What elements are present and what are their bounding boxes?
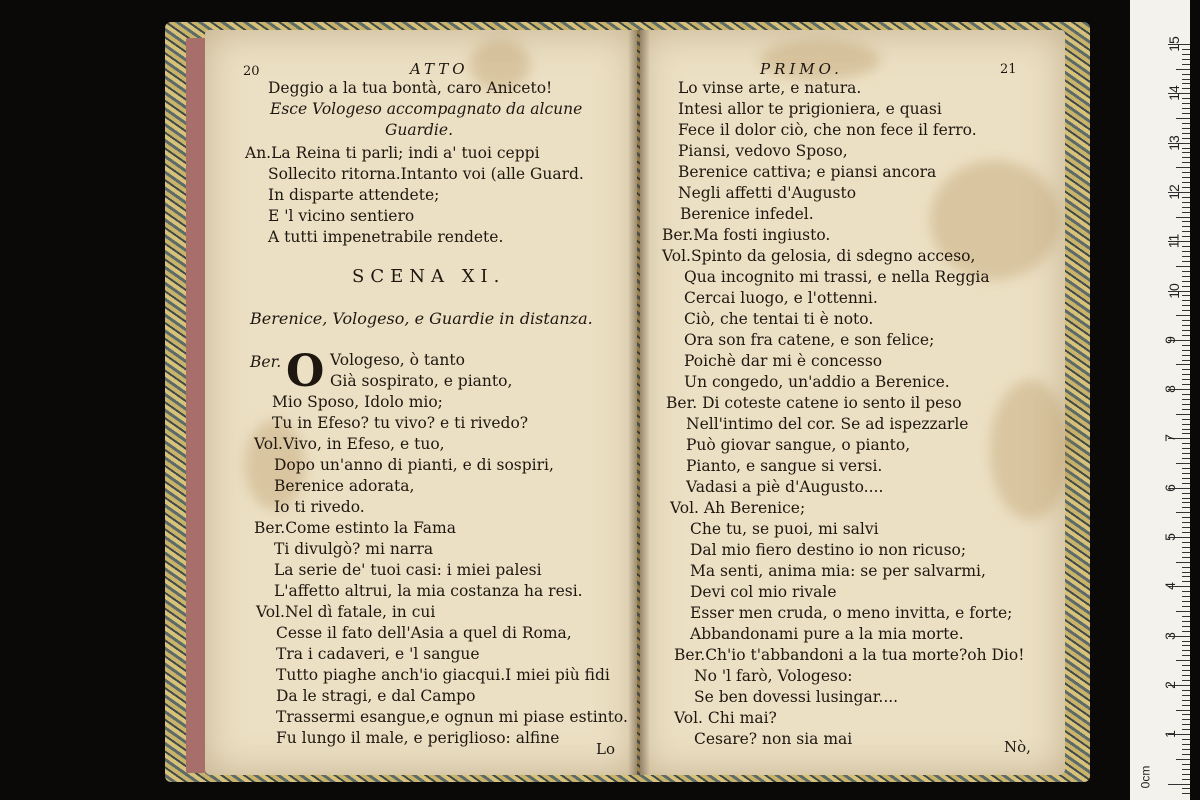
ruler-tick	[1182, 108, 1190, 109]
ruler-tick	[1182, 133, 1190, 134]
ruler-tick	[1182, 384, 1190, 385]
ruler-number: 7	[1161, 434, 1178, 443]
text-line: Ma senti, anima mia: se per salvarmi,	[690, 562, 986, 580]
ruler-tick	[1182, 552, 1190, 553]
text-line: Ti divulgò? mi narra	[274, 540, 434, 558]
ruler-tick	[1182, 182, 1190, 183]
ruler-tick	[1168, 784, 1190, 785]
speaker: Ber.	[250, 353, 282, 371]
left-running-header: ATTO	[410, 60, 469, 78]
ruler-tick	[1182, 79, 1190, 80]
text-line: Pianto, e sangue si versi.	[686, 457, 883, 475]
ruler-tick	[1182, 88, 1190, 89]
ruler-tick	[1182, 59, 1190, 60]
ruler-tick	[1182, 54, 1190, 55]
text-line: Ciò, che tentai ti è noto.	[684, 310, 874, 328]
ruler-tick	[1182, 517, 1190, 518]
ruler-number: 8	[1161, 385, 1178, 393]
ruler-tick	[1182, 409, 1190, 410]
ruler-tick	[1182, 83, 1190, 84]
ruler-number: 14	[1165, 85, 1182, 102]
ruler-tick	[1182, 369, 1190, 370]
ruler-tick	[1182, 690, 1190, 691]
ruler-tick	[1176, 512, 1190, 513]
ruler-tick	[1182, 187, 1190, 188]
ruler-tick	[1176, 118, 1190, 119]
ruler-tick	[1182, 74, 1190, 75]
text-line: Esser men cruda, o meno invitta, e forte;	[690, 604, 1013, 622]
ruler-tick	[1182, 507, 1190, 508]
text-line: Mio Sposo, Idolo mio;	[272, 393, 443, 411]
ruler-tick	[1182, 128, 1190, 129]
ruler-tick	[1182, 221, 1190, 222]
ruler-tick	[1182, 256, 1190, 257]
ruler-tick	[1182, 162, 1190, 163]
ruler-tick	[1182, 335, 1190, 336]
ruler-tick	[1182, 64, 1190, 65]
ruler-tick	[1176, 611, 1190, 612]
ruler-tick	[1182, 276, 1190, 277]
book-gutter	[628, 30, 650, 775]
scene-cast: Berenice, Vologeso, e Guardie in distanza.	[250, 309, 593, 328]
text-line: Dopo un'anno di pianti, e di sospiri,	[274, 456, 554, 474]
text-line: An.La Reina ti parli; indi a' tuoi ceppi	[245, 144, 540, 162]
ruler-tick	[1182, 665, 1190, 666]
text-line: Ber.Ch'io t'abbandoni a la tua morte?oh Dio!	[674, 646, 1025, 664]
drop-capital: O	[286, 346, 325, 397]
ruler-tick	[1182, 424, 1190, 425]
ruler-tick	[1182, 626, 1190, 627]
ruler-tick	[1182, 404, 1190, 405]
text-line: Qua incognito mi trassi, e nella Reggia	[684, 268, 990, 286]
ruler-tick	[1176, 710, 1190, 711]
ruler-number: 1	[1161, 730, 1178, 739]
ruler-tick	[1182, 542, 1190, 543]
text-line: Io ti rivedo.	[274, 498, 365, 516]
text-line: Ora son fra catene, e son felice;	[684, 331, 935, 349]
text-line: Vol. Ah Berenice;	[670, 499, 806, 517]
text-line: Sollecito ritorna.Intanto voi (alle Guard.	[268, 165, 584, 183]
ruler-number: 15	[1165, 36, 1182, 52]
ruler-tick	[1182, 714, 1190, 715]
ruler-tick	[1176, 660, 1190, 661]
ruler-tick	[1182, 719, 1190, 720]
ruler-tick	[1182, 394, 1190, 395]
right-running-header: PRIMO.	[760, 60, 843, 78]
ruler-tick	[1182, 345, 1190, 346]
ruler-tick	[1182, 49, 1190, 50]
ruler-tick	[1182, 330, 1190, 331]
ruler-tick	[1182, 379, 1190, 380]
ruler-tick	[1176, 315, 1190, 316]
ruler-number: 5	[1161, 533, 1178, 541]
ruler-tick	[1182, 729, 1190, 730]
text-line: Da le stragi, e dal Campo	[276, 687, 476, 705]
ruler-tick	[1176, 463, 1190, 464]
text-line: Negli affetti d'Augusto	[678, 184, 857, 202]
ruler-tick	[1182, 764, 1190, 765]
text-line: Vol. Chi mai?	[674, 709, 777, 727]
ruler-tick	[1182, 493, 1190, 494]
text-line: Vol.Spinto da gelosia, di sdegno acceso,	[662, 247, 976, 265]
catchword: Nò,	[1004, 738, 1031, 756]
ruler-number: 11	[1165, 233, 1182, 249]
ruler-number: 13	[1165, 134, 1182, 151]
ruler-tick	[1182, 749, 1190, 750]
ruler-tick	[1182, 744, 1190, 745]
ruler-number: 2	[1161, 680, 1178, 689]
ruler-tick	[1176, 266, 1190, 267]
ruler-tick	[1182, 522, 1190, 523]
ruler-tick	[1182, 498, 1190, 499]
ruler-tick	[1182, 655, 1190, 656]
ruler-tick	[1182, 310, 1190, 311]
ruler-tick	[1176, 69, 1190, 70]
ruler-tick	[1182, 739, 1190, 740]
ruler-tick	[1182, 596, 1190, 597]
stain	[990, 380, 1070, 520]
ruler-tick	[1182, 527, 1190, 528]
text-line: Che tu, se puoi, mi salvi	[690, 520, 879, 538]
text-line: Devi col mio rivale	[690, 583, 837, 601]
text-line: Già sospirato, e pianto,	[330, 372, 513, 390]
catchword: Lo	[596, 740, 615, 758]
ruler-number: 4	[1161, 582, 1178, 591]
text-line: Vol.Nel dì fatale, in cui	[256, 603, 436, 621]
ruler-tick	[1182, 478, 1190, 479]
ruler-tick	[1182, 236, 1190, 237]
ruler-number: 10	[1165, 282, 1182, 299]
ruler-tick	[1182, 320, 1190, 321]
ruler-tick	[1182, 300, 1190, 301]
text-line: Ber.Ma fosti ingiusto.	[662, 226, 831, 244]
ruler-tick	[1176, 562, 1190, 563]
text-line: Abbandonami pure a la mia morte.	[690, 625, 964, 643]
ruler-tick	[1182, 631, 1190, 632]
ruler-tick	[1182, 443, 1190, 444]
ruler-tick	[1182, 567, 1190, 568]
ruler-tick	[1182, 251, 1190, 252]
text-line: Vol.Vivo, in Efeso, e tuo,	[254, 435, 445, 453]
ruler-tick	[1182, 207, 1190, 208]
ruler-tick	[1182, 675, 1190, 676]
ruler-tick	[1182, 754, 1190, 755]
text-line: Berenice infedel.	[680, 205, 814, 223]
ruler-tick	[1182, 705, 1190, 706]
text-line: Può giovar sangue, o pianto,	[686, 436, 911, 454]
ruler-tick	[1182, 779, 1190, 780]
text-line: Nell'intimo del cor. Se ad ispezzarle	[686, 415, 969, 433]
text-line: No 'l farò, Vologeso:	[694, 667, 853, 685]
ruler-tick	[1182, 468, 1190, 469]
ruler-tick	[1182, 601, 1190, 602]
ruler-tick	[1182, 645, 1190, 646]
ruler-number: 12	[1165, 184, 1182, 200]
ruler-tick	[1182, 350, 1190, 351]
ruler-tick	[1182, 261, 1190, 262]
ruler-tick	[1176, 364, 1190, 365]
text-line: Un congedo, un'addio a Berenice.	[684, 373, 950, 391]
text-line: Cercai luogo, e l'ottenni.	[684, 289, 878, 307]
text-line: La serie de' tuoi casi: i miei palesi	[274, 561, 542, 579]
text-line: L'affetto altrui, la mia costanza ha resi.	[274, 582, 583, 600]
ruler-tick	[1182, 680, 1190, 681]
ruler-tick	[1182, 286, 1190, 287]
text-line: Cesse il fato dell'Asia a quel di Roma,	[276, 624, 572, 642]
ruler-number: 6	[1161, 483, 1178, 492]
ruler-number: 9	[1161, 335, 1178, 344]
text-line: Trassermi esangue,e ognun mi piase estinto.	[276, 708, 628, 726]
ruler-tick	[1182, 774, 1190, 775]
ruler-tick	[1182, 177, 1190, 178]
ruler-tick	[1182, 419, 1190, 420]
ruler-tick	[1182, 769, 1190, 770]
ruler-tick	[1182, 374, 1190, 375]
ruler-tick	[1182, 532, 1190, 533]
text-line: A tutti impenetrabile rendete.	[268, 228, 504, 246]
ruler-tick	[1182, 429, 1190, 430]
ruler-tick	[1176, 167, 1190, 168]
ruler-tick	[1182, 103, 1190, 104]
ruler-tick	[1182, 793, 1190, 794]
text-line: Fu lungo il male, e periglioso: alfine	[276, 729, 560, 747]
stage-direction: Guardie.	[385, 121, 453, 139]
ruler-tick	[1182, 695, 1190, 696]
text-line: Ber.Come estinto la Fama	[254, 519, 456, 537]
ruler-number: 3	[1161, 631, 1178, 640]
ruler-tick	[1182, 448, 1190, 449]
ruler-tick	[1182, 621, 1190, 622]
left-page-number: 20	[243, 64, 260, 79]
ruler-tick	[1182, 138, 1190, 139]
ruler-tick	[1182, 281, 1190, 282]
ruler-tick	[1182, 788, 1190, 789]
text-line: Tra i cadaveri, e 'l sangue	[276, 645, 480, 663]
ruler-tick	[1182, 148, 1190, 149]
text-line: Ber. Di coteste catene io sento il peso	[666, 394, 962, 412]
ruler-tick	[1182, 202, 1190, 203]
ruler-tick	[1182, 123, 1190, 124]
ruler-tick	[1182, 325, 1190, 326]
ruler-tick	[1182, 152, 1190, 153]
ruler-tick	[1182, 113, 1190, 114]
ruler-tick	[1182, 226, 1190, 227]
ruler-tick	[1182, 700, 1190, 701]
ruler-tick	[1182, 576, 1190, 577]
ruler-tick	[1182, 98, 1190, 99]
measuring-ruler	[1130, 0, 1190, 800]
text-line: Berenice cattiva; e piansi ancora	[678, 163, 937, 181]
scene-title: SCENA XI.	[352, 266, 506, 287]
text-line: Tu in Efeso? tu vivo? e ti rivedo?	[272, 414, 529, 432]
text-line: Vologeso, ò tanto	[330, 351, 465, 369]
ruler-unit-label: 0cm	[1138, 765, 1153, 789]
ruler-tick	[1182, 231, 1190, 232]
ruler-tick	[1182, 483, 1190, 484]
ruler-tick	[1176, 217, 1190, 218]
ruler-tick	[1182, 157, 1190, 158]
ruler-tick	[1182, 212, 1190, 213]
ruler-tick	[1182, 473, 1190, 474]
text-line: Intesi allor te prigioniera, e quasi	[678, 100, 942, 118]
ruler-tick	[1182, 271, 1190, 272]
ruler-tick	[1182, 641, 1190, 642]
text-line: Vadasi a piè d'Augusto....	[686, 478, 884, 496]
stage-direction: Esce Vologeso accompagnato da alcune	[270, 100, 583, 118]
ruler-tick	[1182, 458, 1190, 459]
ruler-tick	[1182, 360, 1190, 361]
ruler-tick	[1182, 355, 1190, 356]
ruler-tick	[1182, 305, 1190, 306]
ruler-tick	[1182, 650, 1190, 651]
text-line: Tutto piaghe anch'io giacqui.I miei più fidi	[276, 666, 610, 684]
ruler-tick	[1176, 759, 1190, 760]
ruler-tick	[1182, 606, 1190, 607]
text-line: Deggio a la tua bontà, caro Aniceto!	[268, 79, 553, 97]
ruler-tick	[1182, 724, 1190, 725]
right-page-number: 21	[1000, 62, 1017, 77]
text-line: In disparte attendete;	[268, 186, 440, 204]
text-line: Piansi, vedovo Sposo,	[678, 142, 848, 160]
ruler-tick	[1182, 557, 1190, 558]
ruler-tick	[1182, 453, 1190, 454]
ruler-tick	[1182, 502, 1190, 503]
text-line: Lo vinse arte, e natura.	[678, 79, 862, 97]
ruler-tick	[1182, 399, 1190, 400]
ruler-tick	[1182, 172, 1190, 173]
text-line: Poichè dar mi è concesso	[684, 352, 883, 370]
ruler-tick	[1182, 616, 1190, 617]
text-line: Fece il dolor ciò, che non fece il ferro.	[678, 121, 977, 139]
ruler-tick	[1182, 197, 1190, 198]
ruler-tick	[1176, 414, 1190, 415]
ruler-tick	[1182, 246, 1190, 247]
ruler-tick	[1182, 547, 1190, 548]
text-line: Berenice adorata,	[274, 477, 415, 495]
ruler-tick	[1182, 591, 1190, 592]
ruler-tick	[1182, 572, 1190, 573]
ruler-tick	[1182, 670, 1190, 671]
text-line: Dal mio fiero destino io non ricuso;	[690, 541, 967, 559]
text-line: Cesare? non sia mai	[694, 730, 853, 748]
ruler-tick	[1182, 295, 1190, 296]
text-line: Se ben dovessi lusingar....	[694, 688, 899, 706]
ruler-tick	[1182, 433, 1190, 434]
ruler-tick	[1182, 581, 1190, 582]
text-line: E 'l vicino sentiero	[268, 207, 415, 225]
